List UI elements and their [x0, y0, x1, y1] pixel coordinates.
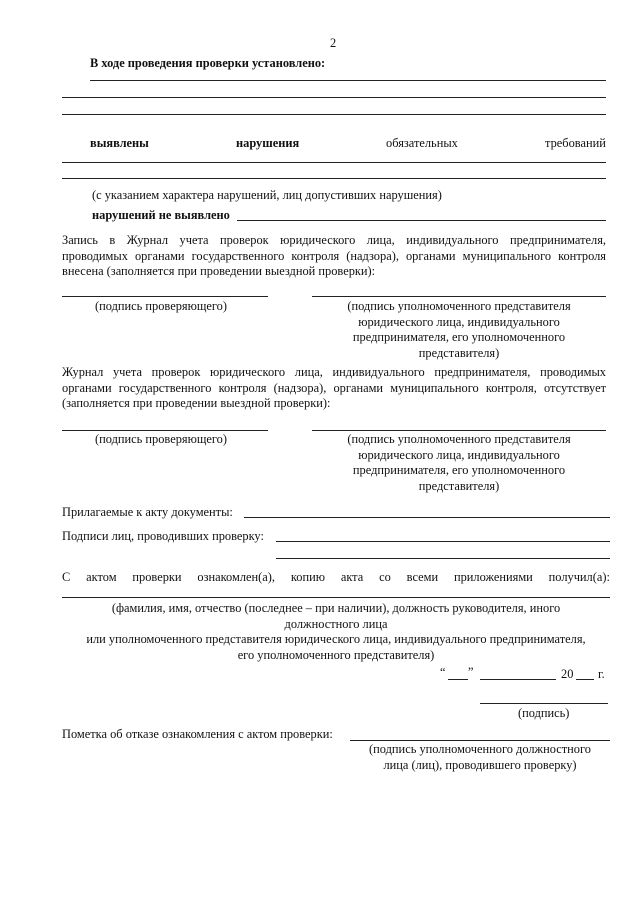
violations-word-2: нарушения: [236, 136, 300, 150]
caption-line: его уполномоченного представителя): [237, 647, 435, 662]
fill-line: [90, 80, 606, 81]
refusal-caption: [350, 742, 610, 773]
refusal-label: Пометка об отказе ознакомления с актом проверки:: [62, 727, 333, 741]
inspector-signature-caption: (подпись проверяющего): [95, 432, 227, 446]
caption-line: юридического лица, индивидуального: [358, 314, 560, 329]
violations-word-4: требований: [545, 136, 606, 150]
caption-line: юридического лица, индивидуального: [358, 447, 560, 462]
caption-line: лица (лиц), проводившего проверку): [383, 757, 577, 772]
caption-line: (подпись уполномоченного представителя: [347, 299, 571, 313]
fill-line: [276, 558, 610, 559]
fill-line: [62, 97, 606, 98]
journal-absent-line-2: органами государственного контроля (надзора), органами муниципального контроля, отсутствует: [62, 380, 606, 395]
journal-entry-line-3: внесена (заполняется при проведении выездной проверки):: [62, 264, 376, 278]
signature-line: [312, 430, 606, 431]
caption-line: (фамилия, имя, отчество (последнее – при наличии), должность руководителя, иного: [111, 601, 561, 615]
acquainted-word: С: [62, 570, 71, 584]
signatures-label: Подписи лиц, проводивших проверку:: [62, 529, 264, 543]
signature-line: [312, 296, 606, 297]
acquainted-word: проверки: [132, 570, 182, 584]
fill-line: [350, 740, 610, 741]
caption-line: предпринимателя, его уполномоченного: [352, 463, 566, 477]
fill-line: [244, 517, 610, 518]
caption-line: (подпись уполномоченного должностного: [369, 742, 591, 756]
acquainted-word: актом: [86, 570, 117, 584]
fill-line: [62, 178, 606, 179]
caption-line: представителя): [418, 478, 500, 493]
date-close-quote: ”: [468, 665, 474, 679]
findings-heading: В ходе проведения проверки установлено:: [90, 56, 326, 70]
signature-line: [62, 430, 268, 431]
violations-note: (с указанием характера нарушений, лиц допустивших нарушения): [92, 188, 442, 202]
caption-line: или уполномоченного представителя юридического лица, индивидуального предпринимателя,: [86, 632, 586, 646]
representative-caption: [312, 432, 606, 494]
date-day-line: [448, 679, 468, 680]
caption-line: представителя): [418, 345, 500, 360]
acquainted-word: со: [379, 570, 391, 584]
date-open-quote: “: [440, 665, 446, 679]
signature-line: [480, 703, 608, 704]
date-year-line: [576, 679, 594, 680]
caption-line: должностного лица: [284, 616, 388, 631]
date-year-prefix: 20: [561, 667, 574, 681]
signature-line: [62, 296, 268, 297]
date-month-line: [480, 679, 556, 680]
caption-line: предпринимателя, его уполномоченного: [352, 330, 566, 344]
journal-entry-line-2: проводимых органами государственного контроля (надзора), органами муниципального контроля: [62, 248, 606, 263]
acquainted-word: копию: [290, 570, 325, 584]
page-number: 2: [330, 36, 337, 50]
date-year-suffix: г.: [598, 667, 605, 681]
fill-line: [62, 114, 606, 115]
acquainted-statement: [62, 570, 610, 586]
no-violations: нарушений не выявлено: [92, 208, 230, 222]
acquainted-word: ознакомлен(а),: [197, 570, 275, 584]
acquainted-caption: [62, 601, 610, 663]
signature-caption: (подпись): [518, 706, 570, 720]
violations-word-1: выявлены: [90, 136, 149, 150]
acquainted-word: приложениями: [453, 570, 533, 584]
fill-line: [62, 597, 610, 598]
fill-line: [62, 162, 606, 163]
acquainted-word: всеми: [406, 570, 439, 584]
journal-absent-line-3: (заполняется при проведении выездной проверки):: [62, 396, 331, 410]
fill-line: [237, 220, 606, 221]
attachments-label: Прилагаемые к акту документы:: [62, 505, 233, 519]
acquainted-word: акта: [340, 570, 364, 584]
journal-absent-line-1: Журнал учета проверок юридического лица, индивидуального предпринимателя, проводимых: [62, 365, 606, 379]
caption-line: (подпись уполномоченного представителя: [347, 432, 571, 446]
inspector-signature-caption: (подпись проверяющего): [95, 299, 227, 313]
violations-word-3: обязательных: [386, 136, 458, 150]
fill-line: [276, 541, 610, 542]
representative-caption: [312, 299, 606, 361]
journal-entry-line-1: Запись в Журнал учета проверок юридического лица, индивидуального предпринимателя,: [62, 233, 606, 247]
acquainted-word: получил(а):: [548, 570, 610, 584]
